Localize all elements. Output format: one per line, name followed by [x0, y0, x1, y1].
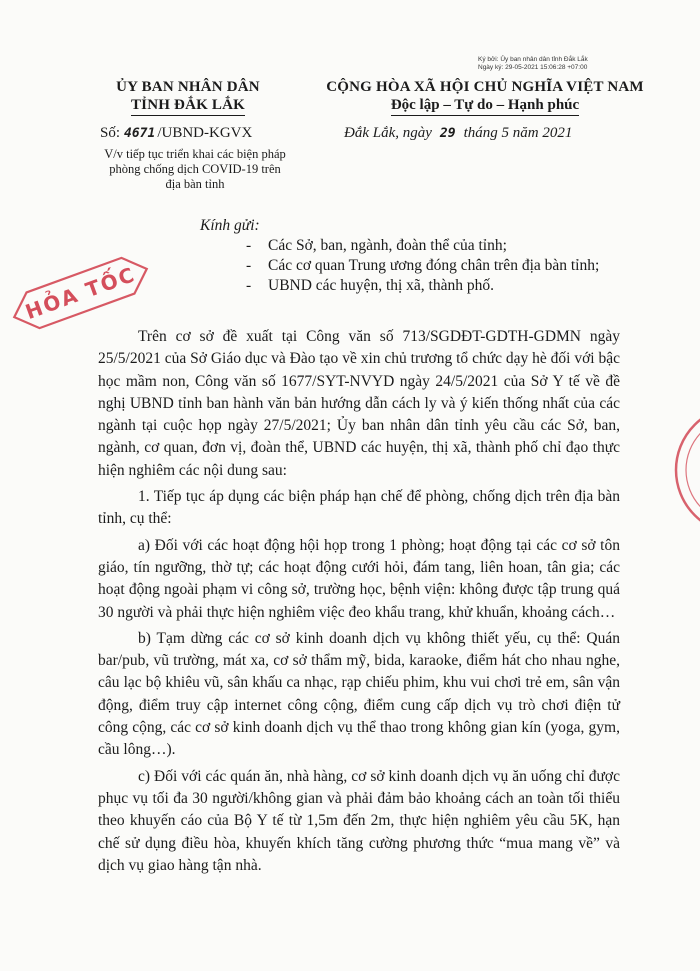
item-c-paragraph: c) Đối với các quán ăn, nhà hàng, cơ sở kinh doanh dịch vụ ăn uống chỉ được phục vụ tối đa 30 người/không gian và phải đảm bảo khoảng cách an toàn tối thiểu theo khuyến cáo của Bộ Y tế từ 1,5m đến 2m, thực hiện nghiêm yêu cầu 5K, hạn chế sử dụng điều hòa, khuyến khích tăng cường phương thức “mua mang về” và dịch vụ giao hàng tận nhà. — [98, 767, 620, 874]
issuing-authority — [78, 78, 298, 116]
recipient-item: - UBND các huyện, thị xã, thành phố. — [246, 277, 494, 294]
urgent-stamp — [5, 248, 156, 337]
date-month-year: tháng 5 năm 2021 — [463, 125, 573, 141]
signature-date: Ngày ký: 29-05-2021 15:06:28 +07:00 — [478, 64, 588, 71]
recipient-item: - Các Sở, ban, ngành, đoàn thể của tỉnh; — [246, 237, 507, 254]
authority-line-1: ỦY BAN NHÂN DÂN — [116, 79, 260, 95]
national-motto: Độc lập – Tự do – Hạnh phúc — [391, 96, 579, 116]
national-header — [320, 78, 650, 116]
item-a-paragraph: a) Đối với các hoạt động hội họp trong 1 phòng; hoạt động tại các cơ sở tôn giáo, tín ngưỡng, thờ tự; các hoạt động cưới hỏi, đám tang, liên hoan, tân gia; các hoạt động ngoài phạm vi công sở, trường học, bệnh viện: không được tập trung quá 30 người và phải thực hiện nghiêm việc đeo khẩu trang, khử khuẩn, khoảng cách… — [98, 536, 620, 621]
section-1-heading: 1. Tiếp tục áp dụng các biện pháp hạn chế để phòng, chống dịch trên địa bàn tỉnh, cụ thể: — [98, 488, 620, 528]
date-day-handwritten: 29 — [439, 126, 456, 141]
doc-number-prefix: Số: — [100, 125, 121, 141]
item-b-paragraph: b) Tạm dừng các cơ sở kinh doanh dịch vụ không thiết yếu, cụ thể: Quán bar/pub, vũ trường, mát xa, cơ sở thẩm mỹ, bida, karaoke, điểm hát cho nhau nghe, câu lạc bộ khiêu vũ, sân khấu ca nhạc, rạp chiếu phim, khu vui chơi trẻ em, sân vận động, điểm truy cập internet công cộng, điểm cung cấp dịch vụ trò chơi điện tử công cộng, các cơ sở kinh doanh dịch vụ thể thao trong không gian kín (yoga, gym, cầu lông…). — [98, 629, 620, 759]
document-number — [100, 124, 252, 143]
document-subject — [80, 147, 310, 192]
red-seal-edge-icon — [668, 400, 700, 540]
signature-signer: Ký bởi: Ủy ban nhân dân tỉnh Đắk Lắk — [478, 56, 588, 63]
subject-line-3: địa bàn tỉnh — [165, 177, 225, 191]
intro-paragraph: Trên cơ sở đề xuất tại Công văn số 713/SGDĐT-GDTH-GDMN ngày 25/5/2021 của Sở Giáo dục và Đào tạo về xin chủ trương tổ chức dạy hè đối với bậc học mầm non, Công văn số 1677/SYT-NVYD ngày 24/5/2021 của Sở Y tế về đề nghị UBND tỉnh ban hành văn bản hướng dẫn cách ly và ý kiến thống nhất của các ngành tại cuộc họp ngày 27/5/2021; Ủy ban nhân dân tỉnh yêu cầu các Sở, ban, ngành, cơ quan, đơn vị, đoàn thể, UBND các huyện, thị xã, thành phố chỉ đạo thực hiện nghiêm các nội dung sau: — [98, 328, 620, 479]
doc-number-handwritten: 4671 — [124, 126, 156, 141]
stamp-text: HỎA TỐC — [22, 261, 139, 325]
document-body — [98, 326, 620, 877]
digital-signature-note — [478, 56, 628, 72]
recipients-list — [246, 236, 599, 296]
place-and-date — [344, 124, 572, 143]
nation-name: CỘNG HÒA XÃ HỘI CHỦ NGHĨA VIỆT NAM — [326, 79, 644, 95]
doc-number-suffix: /UBND-KGVX — [157, 125, 253, 141]
subject-line-1: V/v tiếp tục triển khai các biện pháp — [104, 147, 286, 161]
recipients-heading: Kính gửi: — [200, 217, 260, 234]
place-label: Đắk Lắk, ngày — [344, 125, 432, 141]
subject-line-2: phòng chống dịch COVID-19 trên — [109, 162, 281, 176]
recipient-item: - Các cơ quan Trung ương đóng chân trên địa bàn tỉnh; — [246, 257, 600, 274]
authority-line-2: TỈNH ĐẮK LẮK — [131, 96, 245, 116]
